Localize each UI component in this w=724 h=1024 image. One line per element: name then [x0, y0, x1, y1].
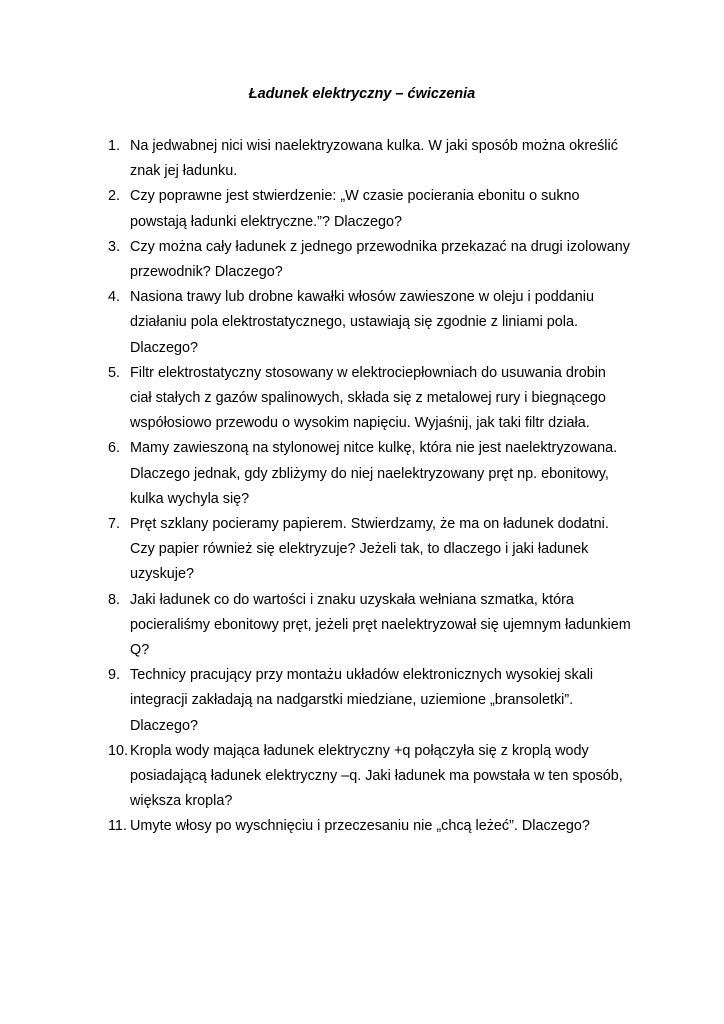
exercise-text-line: Q? — [130, 642, 150, 659]
exercise-text-line: większa kropla? — [130, 793, 233, 810]
exercise-text — [130, 512, 648, 588]
exercise-text — [130, 134, 648, 184]
exercise-text-line: posiadającą ładunek elektryczny –q. Jaki ładunek ma powstała w ten sposób, — [130, 768, 623, 785]
exercise-text — [130, 285, 648, 361]
document-title: Ładunek elektryczny – ćwiczenia — [248, 86, 476, 102]
exercise-text-line: Mamy zawieszoną na stylonowej nitce kulkę, która nie jest naelektryzowana. — [130, 440, 618, 457]
exercise-text-line: Dlaczego? — [130, 339, 198, 356]
exercise-text-line: działaniu pola elektrostatycznego, ustawiają się zgodnie z liniami pola. — [130, 314, 578, 331]
exercise-text-line: Jaki ładunek co do wartości i znaku uzyskała wełniana szmatka, która — [130, 591, 574, 608]
exercise-item — [108, 285, 648, 361]
exercise-item — [108, 663, 648, 739]
exercise-text-line: Na jedwabnej nici wisi naelektryzowana kulka. W jaki sposób można określić — [130, 138, 618, 154]
exercise-text-line: Kropla wody mająca ładunek elektryczny +q połączyła się z kroplą wody — [130, 742, 589, 759]
exercise-text-line: Umyte włosy po wyschnięciu i przeczesaniu nie „chcą leżeć”. Dlaczego? — [130, 818, 590, 835]
exercise-item — [108, 512, 648, 588]
exercise-text — [130, 184, 648, 234]
exercise-text-line: Dlaczego jednak, gdy zbliżymy do niej naelektryzowany pręt np. ebonitowy, — [130, 465, 609, 482]
exercise-text-line: kulka wychyla się? — [130, 490, 250, 507]
exercise-text — [130, 235, 648, 285]
exercise-text-line: ciał stałych z gazów spalinowych, składa się z metalowej rury i biegnącego — [130, 390, 606, 407]
exercise-number: 4. — [108, 289, 121, 306]
exercise-text — [130, 361, 648, 437]
exercise-text-line: Czy poprawne jest stwierdzenie: „W czasie pocierania ebonitu o sukno — [130, 188, 580, 205]
exercise-item — [108, 184, 648, 234]
exercise-item — [108, 814, 648, 839]
exercise-text — [130, 436, 648, 512]
exercise-text-line: przewodnik? Dlaczego? — [130, 264, 283, 281]
exercise-text-line: uzyskuje? — [130, 566, 194, 583]
exercise-text-line: powstają ładunki elektryczne.”? Dlaczego? — [130, 213, 402, 230]
exercise-number: 7. — [108, 516, 121, 533]
exercise-number: 2. — [108, 188, 121, 205]
exercise-text — [130, 663, 648, 739]
exercise-text-line: Czy można cały ładunek z jednego przewodnika przekazać na drugi izolowany — [130, 238, 630, 255]
exercise-text-line: współosiowo przewodu o wysokim napięciu. Wyjaśnij, jak taki filtr działa. — [130, 415, 590, 432]
exercise-number: 6. — [108, 440, 121, 457]
exercise-number: 5. — [108, 364, 121, 381]
exercise-text-line: Pręt szklany pocieramy papierem. Stwierdzamy, że ma on ładunek dodatni. — [130, 516, 609, 533]
exercise-item — [108, 739, 648, 815]
exercise-item — [108, 588, 648, 664]
exercise-number: 3. — [108, 238, 121, 255]
exercise-text — [130, 814, 648, 839]
exercise-number: 10. — [108, 742, 129, 759]
exercise-text — [130, 739, 648, 815]
exercise-item — [108, 134, 648, 184]
exercise-text-line: Nasiona trawy lub drobne kawałki włosów zawieszone w oleju i poddaniu — [130, 289, 594, 306]
exercise-list — [108, 134, 648, 840]
exercise-text-line: integracji zakładają na nadgarstki miedziane, uziemione „bransoletki”. — [130, 692, 574, 709]
exercise-text-line: Filtr elektrostatyczny stosowany w elektrociepłowniach do usuwania drobin — [130, 364, 606, 381]
exercise-number: 8. — [108, 591, 121, 608]
exercise-number: 9. — [108, 667, 121, 684]
exercise-text-line: znak jej ładunku. — [130, 163, 238, 180]
exercise-text-line: Technicy pracujący przy montażu układów elektronicznych wysokiej skali — [130, 667, 594, 684]
exercise-number: 1. — [108, 138, 121, 154]
exercise-item — [108, 361, 648, 437]
exercise-text — [130, 588, 648, 664]
exercise-text-line: Dlaczego? — [130, 717, 198, 734]
exercise-number: 11. — [108, 818, 127, 835]
exercise-text-line: Czy papier również się elektryzuje? Jeżeli tak, to dlaczego i jaki ładunek — [130, 541, 589, 558]
exercise-item — [108, 436, 648, 512]
exercise-text-line: pocieraliśmy ebonitowy pręt, jeżeli pręt naelektryzował się ujemnym ładunkiem — [130, 616, 631, 633]
exercise-item — [108, 235, 648, 285]
